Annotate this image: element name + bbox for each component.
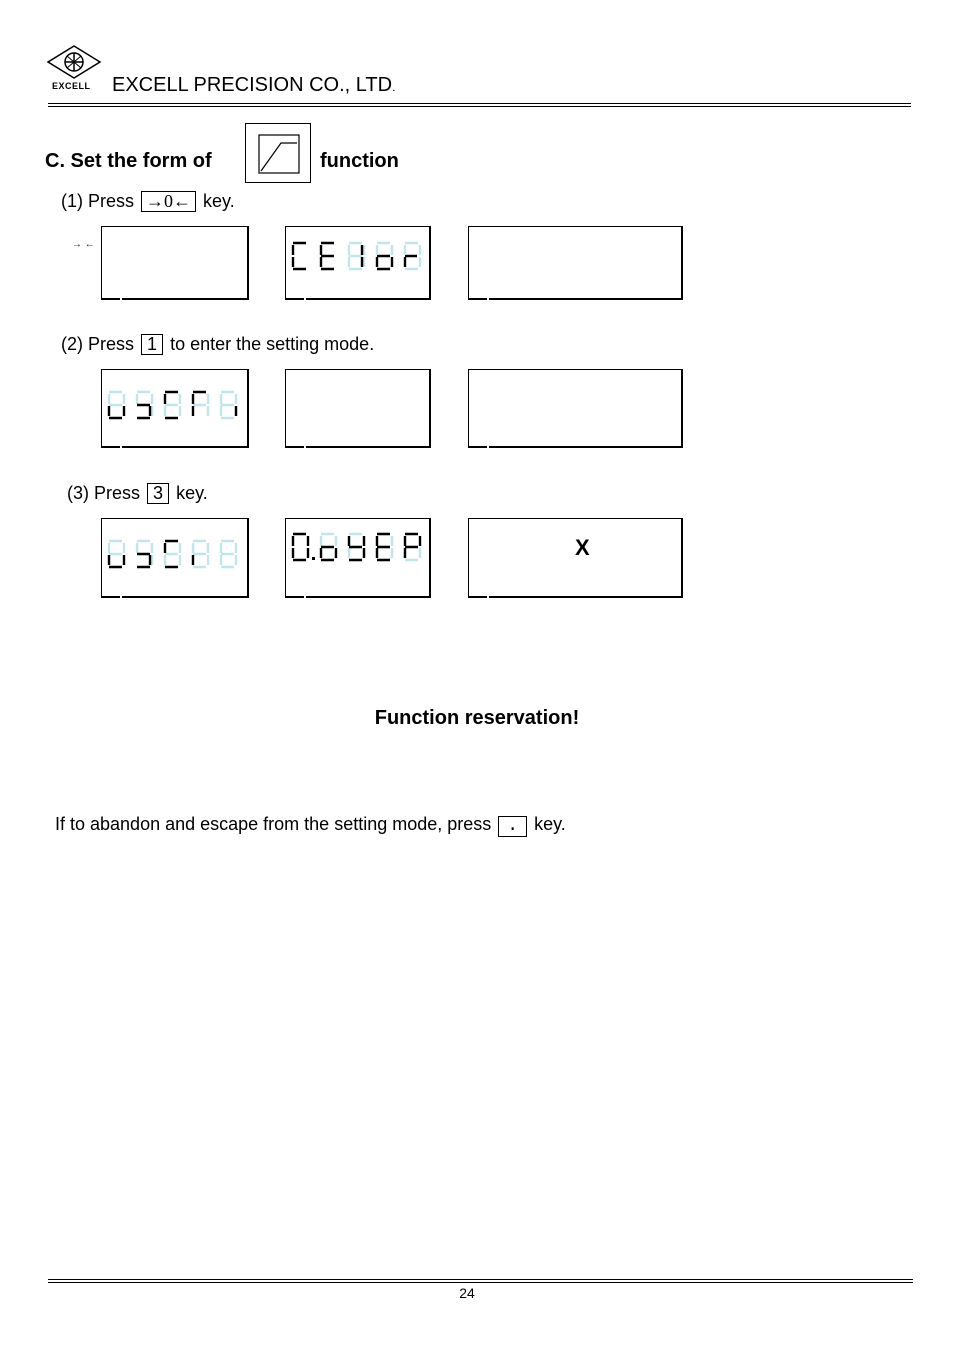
step-3 bbox=[67, 483, 208, 504]
excell-logo-icon bbox=[46, 44, 102, 84]
company-name: EXCELL PRECISION CO., LTD. bbox=[112, 74, 396, 96]
footer-rule bbox=[48, 1279, 913, 1280]
display-r2-left bbox=[101, 369, 249, 448]
display-r2-right bbox=[468, 369, 683, 448]
small-arrows: → ← bbox=[72, 239, 95, 250]
step-2 bbox=[61, 334, 374, 355]
step-2-prefix: (2) Press bbox=[61, 334, 135, 354]
display-r1-center bbox=[285, 226, 431, 300]
step-3-suffix: key. bbox=[176, 483, 208, 503]
display-r1-right bbox=[468, 226, 683, 300]
step-1-suffix: key. bbox=[203, 191, 235, 211]
zero-key: →0← bbox=[141, 191, 196, 212]
step-1 bbox=[61, 191, 235, 212]
step-3-prefix: (3) Press bbox=[67, 483, 141, 503]
display-r2-center bbox=[285, 369, 431, 448]
header-rule-double bbox=[48, 106, 911, 107]
segment-readout-obyer bbox=[290, 532, 422, 562]
escape-prefix: If to abandon and escape from the setting mode, press bbox=[55, 814, 492, 834]
dot-key: . bbox=[498, 816, 527, 837]
segment-readout-oset bbox=[106, 390, 238, 420]
display-r3-left bbox=[101, 518, 249, 598]
escape-suffix: key. bbox=[534, 814, 566, 834]
section-title-function: function bbox=[320, 150, 399, 172]
function-reservation-heading: Function reservation! bbox=[374, 707, 580, 729]
logo-wordmark: EXCELL bbox=[52, 81, 91, 91]
step-2-suffix: to enter the setting mode. bbox=[170, 334, 375, 354]
step-1-prefix: (1) Press bbox=[61, 191, 135, 211]
segment-readout-centr bbox=[290, 241, 422, 271]
escape-instruction bbox=[55, 814, 566, 837]
key-3: 3 bbox=[147, 483, 169, 504]
section-title: C. Set the form of bbox=[45, 150, 212, 172]
key-1: 1 bbox=[141, 334, 163, 355]
ramp-function-icon bbox=[245, 123, 311, 183]
header-rule bbox=[48, 103, 911, 104]
footer-rule-double bbox=[48, 1282, 913, 1283]
page-number: 24 bbox=[459, 1285, 475, 1301]
axis-letter-x: X bbox=[575, 535, 590, 560]
display-r3-center bbox=[285, 518, 431, 598]
segment-readout-oset-2 bbox=[106, 539, 238, 569]
display-r1-left bbox=[101, 226, 249, 300]
